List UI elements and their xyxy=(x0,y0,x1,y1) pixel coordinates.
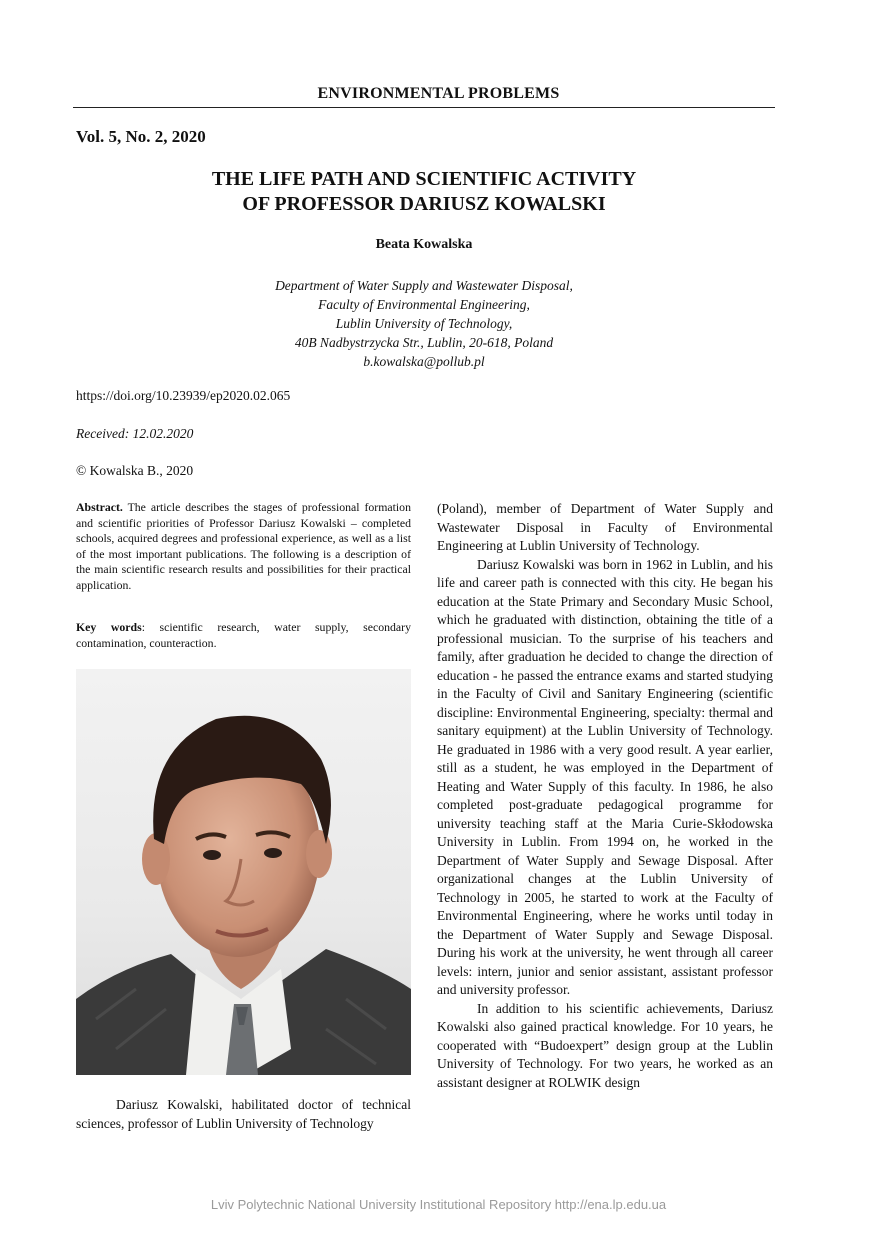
portrait-illustration xyxy=(76,669,411,1075)
author-affiliation xyxy=(0,276,848,371)
volume-issue: Vol. 5, No. 2, 2020 xyxy=(76,127,206,146)
article-title-line-2: OF PROFESSOR DARIUSZ KOWALSKI xyxy=(242,193,606,215)
keywords-label: Key words xyxy=(76,620,142,634)
affiliation-address: 40B Nadbystrzycka Str., Lublin, 20-618, Poland xyxy=(294,335,554,350)
keywords xyxy=(76,620,411,651)
abstract xyxy=(76,500,411,593)
article-title xyxy=(0,167,848,217)
copyright-notice: © Kowalska B., 2020 xyxy=(76,463,194,478)
keywords-text: : scientific research, water supply, secondary contamination, counteraction. xyxy=(76,620,411,650)
author-email: b.kowalska@pollub.pl xyxy=(363,354,485,369)
photo-caption: Dariusz Kowalski, habilitated doctor of technical sciences, professor of Lublin University of Technology xyxy=(76,1097,411,1131)
header-rule xyxy=(73,107,775,108)
body-paragraph-2: Dariusz Kowalski was born in 1962 in Lublin, and his life and career path is connected with this city. He began his education at the State Primary and Secondary Music School, which he graduated with distinction, obtaining the title of a professional musician. To the surprise of his teachers and family, after graduation he decided to change the direction of education - he passed the entrance exams and started studying in the Faculty of Civil and Sanitary Engineering (scientific discipline: Environmental Engineering, specialty: thermal and sanitary equipment) at the Lublin University of Technology. He graduated in 1986 with a very good result. A year earlier, still as a student, he was employed in the Department of Heating and Water Supply of this faculty. In 1986, he also completed post-graduate pedagogical programme for university teaching staff at the Maria Curie-Skłodowska University in Lublin. From 1994 on, he worked in the Department of Water Supply and Sewage Disposal. After organizational changes at the Lublin University of Technology in 2005, he started to work at the Faculty of Environmental Engineering, where he works until today in the Department of Water Supply and Sewage Disposal. During his work at the university, he went through all career levels: intern, junior and senior assistant, assistant professor and university professor. xyxy=(437,556,773,997)
body-paragraph-3: In addition to his scientific achievements, Dariusz Kowalski also gained practical knowledge. For 10 years, he cooperated with “Budoexpert” design group at the Lublin University of Technology. For two years, he worked as an assistant designer at ROLWIK design xyxy=(437,1000,773,1090)
author-name: Beata Kowalska xyxy=(375,237,473,252)
abstract-text: The article describes the stages of professional formation and scientific priorities of Professor Dariusz Kowalski – completed schools, acquired degrees and professional experience, as well as a list of the most important publications. The following is a description of the main scientific research results and possibilities for their practical application. xyxy=(76,500,411,592)
affiliation-department: Department of Water Supply and Wastewater Disposal, xyxy=(275,278,573,293)
journal-name: ENVIRONMENTAL PROBLEMS xyxy=(317,85,560,102)
repository-footer: Lviv Polytechnic National University Institutional Repository http://ena.lp.edu.ua xyxy=(210,1197,667,1212)
abstract-label: Abstract. xyxy=(76,500,123,514)
received-date: Received: 12.02.2020 xyxy=(76,426,194,441)
affiliation-faculty: Faculty of Environmental Engineering, xyxy=(318,297,530,312)
article-title-line-1: THE LIFE PATH AND SCIENTIFIC ACTIVITY xyxy=(211,168,637,190)
doi-link[interactable]: https://doi.org/10.23939/ep2020.02.065 xyxy=(76,388,291,403)
affiliation-university: Lublin University of Technology, xyxy=(335,316,513,331)
body-paragraph-1: (Poland), member of Department of Water Supply and Wastewater Disposal in Faculty of Environmental Engineering at Lublin University of Technology. xyxy=(437,501,773,553)
body-text-column xyxy=(437,500,773,1092)
author-photo xyxy=(76,669,411,1075)
